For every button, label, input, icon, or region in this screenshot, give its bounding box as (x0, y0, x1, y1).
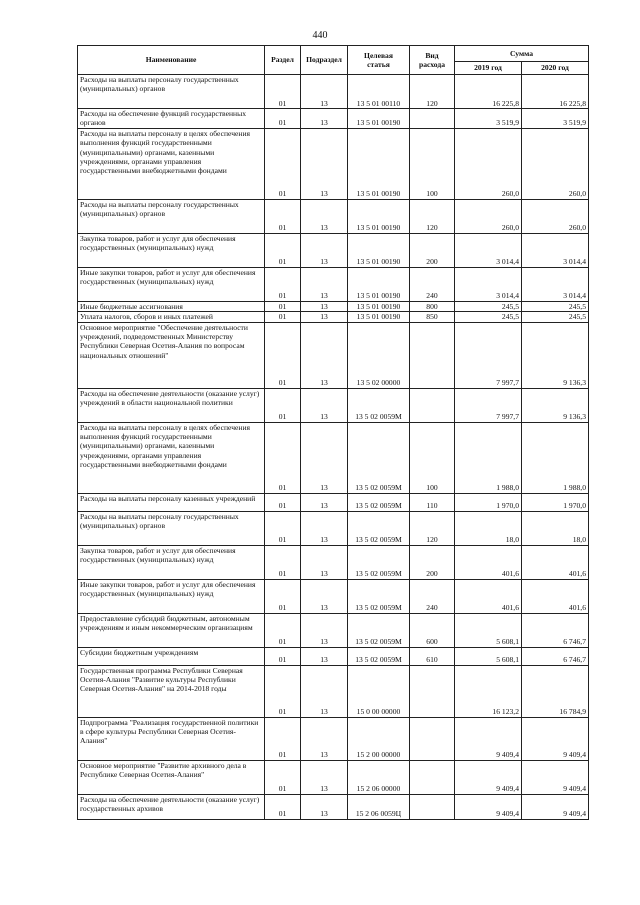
table-row (78, 760, 589, 794)
row-sum-2019: 245,5 (455, 301, 522, 311)
table-body (78, 75, 589, 820)
row-name: Расходы на выплаты персоналу в целях обеспечения выполнения функций государственными (муниципальными) органами, казенными учреждениями, органами управления государственными внебюджетными фондами (78, 128, 265, 199)
table-row (78, 579, 589, 613)
header-razdel: Раздел (265, 46, 301, 75)
row-name: Основное мероприятие "Развитие архивного дела в Республике Северная Осетия-Алания" (78, 760, 265, 794)
row-expense-type (410, 388, 455, 422)
row-sum-2020: 3 519,9 (522, 109, 589, 129)
row-target-article: 13 5 01 00190 (348, 267, 410, 301)
row-name: Расходы на выплаты персоналу государственных (муниципальных) органов (78, 511, 265, 545)
row-target-article: 13 5 02 0059М (348, 579, 410, 613)
row-expense-type: 110 (410, 493, 455, 511)
row-expense-type: 610 (410, 647, 455, 665)
row-podrazdel: 13 (301, 75, 348, 109)
row-sum-2019: 401,6 (455, 579, 522, 613)
table-row (78, 109, 589, 129)
row-sum-2019: 9 409,4 (455, 717, 522, 760)
row-target-article: 15 2 00 00000 (348, 717, 410, 760)
row-sum-2019: 3 014,4 (455, 233, 522, 267)
row-razdel: 01 (265, 794, 301, 819)
row-razdel: 01 (265, 647, 301, 665)
row-sum-2020: 6 746,7 (522, 647, 589, 665)
row-target-article: 13 5 02 0059М (348, 545, 410, 579)
row-sum-2020: 9 409,4 (522, 794, 589, 819)
row-razdel: 01 (265, 75, 301, 109)
row-razdel: 01 (265, 613, 301, 647)
row-sum-2020: 16 225,8 (522, 75, 589, 109)
row-podrazdel: 13 (301, 301, 348, 311)
header-sum: Сумма (455, 46, 589, 62)
row-sum-2019: 401,6 (455, 545, 522, 579)
row-expense-type: 200 (410, 545, 455, 579)
row-target-article: 13 5 01 00190 (348, 128, 410, 199)
table-row (78, 301, 589, 311)
row-name: Субсидии бюджетным учреждениям (78, 647, 265, 665)
header-expense-type (410, 46, 455, 75)
row-target-article: 13 5 02 0059М (348, 647, 410, 665)
table-row (78, 545, 589, 579)
row-podrazdel: 13 (301, 312, 348, 322)
row-podrazdel: 13 (301, 794, 348, 819)
table-row (78, 511, 589, 545)
row-target-article: 13 5 01 00190 (348, 109, 410, 129)
row-target-article: 13 5 01 00190 (348, 233, 410, 267)
row-target-article: 15 2 06 0059Ц (348, 794, 410, 819)
row-razdel: 01 (265, 233, 301, 267)
row-razdel: 01 (265, 493, 301, 511)
row-podrazdel: 13 (301, 199, 348, 233)
row-expense-type: 800 (410, 301, 455, 311)
row-sum-2019: 9 409,4 (455, 760, 522, 794)
row-podrazdel: 13 (301, 665, 348, 717)
row-name: Предоставление субсидий бюджетным, автономным учреждениям и иным некоммерческим организациям (78, 613, 265, 647)
row-podrazdel: 13 (301, 545, 348, 579)
row-target-article: 13 5 01 00190 (348, 199, 410, 233)
row-target-article: 13 5 02 0059М (348, 422, 410, 493)
row-sum-2019: 3 014,4 (455, 267, 522, 301)
row-podrazdel: 13 (301, 322, 348, 388)
header-expense-type-line1: Вид (425, 50, 439, 60)
row-podrazdel: 13 (301, 233, 348, 267)
table-row (78, 312, 589, 322)
row-sum-2020: 9 409,4 (522, 760, 589, 794)
row-sum-2019: 5 608,1 (455, 647, 522, 665)
header-podrazdel: Подраздел (301, 46, 348, 75)
row-expense-type: 120 (410, 75, 455, 109)
header-target-article-line1: Целевая (364, 50, 393, 60)
table-row (78, 199, 589, 233)
row-expense-type: 240 (410, 579, 455, 613)
table-row (78, 233, 589, 267)
row-expense-type: 120 (410, 511, 455, 545)
row-sum-2020: 3 014,4 (522, 267, 589, 301)
row-podrazdel: 13 (301, 647, 348, 665)
row-name: Уплата налогов, сборов и иных платежей (78, 312, 265, 322)
row-target-article: 13 5 02 00000 (348, 322, 410, 388)
header-expense-type-line2: расхода (418, 60, 445, 69)
row-podrazdel: 13 (301, 717, 348, 760)
row-sum-2019: 260,0 (455, 199, 522, 233)
table-row (78, 267, 589, 301)
row-name: Расходы на обеспечение деятельности (оказание услуг) учреждений в области национальной политики (78, 388, 265, 422)
row-sum-2020: 260,0 (522, 128, 589, 199)
row-razdel: 01 (265, 665, 301, 717)
header-target-article (348, 46, 410, 75)
row-sum-2019: 1 988,0 (455, 422, 522, 493)
budget-table (77, 45, 589, 820)
row-name: Закупка товаров, работ и услуг для обеспечения государственных (муниципальных) нужд (78, 233, 265, 267)
row-sum-2020: 16 784,9 (522, 665, 589, 717)
row-sum-2019: 1 970,0 (455, 493, 522, 511)
row-name: Иные закупки товаров, работ и услуг для обеспечения государственных (муниципальных) нужд (78, 267, 265, 301)
row-razdel: 01 (265, 301, 301, 311)
row-name: Государственная программа Республики Северная Осетия-Алания "Развитие культуры Республики Северная Осетия-Алания" на 2014-2018 годы (78, 665, 265, 717)
table-row (78, 322, 589, 388)
header-2020: 2020 год (522, 62, 589, 75)
row-expense-type (410, 794, 455, 819)
row-expense-type: 100 (410, 422, 455, 493)
row-sum-2020: 1 970,0 (522, 493, 589, 511)
row-razdel: 01 (265, 128, 301, 199)
row-podrazdel: 13 (301, 613, 348, 647)
row-podrazdel: 13 (301, 511, 348, 545)
row-sum-2020: 1 988,0 (522, 422, 589, 493)
row-sum-2020: 9 409,4 (522, 717, 589, 760)
table-row (78, 717, 589, 760)
row-expense-type: 240 (410, 267, 455, 301)
row-razdel: 01 (265, 388, 301, 422)
row-razdel: 01 (265, 717, 301, 760)
row-expense-type: 850 (410, 312, 455, 322)
row-sum-2019: 3 519,9 (455, 109, 522, 129)
row-name: Расходы на выплаты персоналу государственных (муниципальных) органов (78, 75, 265, 109)
row-podrazdel: 13 (301, 422, 348, 493)
row-sum-2020: 401,6 (522, 545, 589, 579)
row-target-article: 13 5 02 0059М (348, 388, 410, 422)
row-sum-2020: 9 136,3 (522, 388, 589, 422)
row-name: Расходы на обеспечение деятельности (оказание услуг) государственных архивов (78, 794, 265, 819)
row-sum-2020: 3 014,4 (522, 233, 589, 267)
row-name: Иные бюджетные ассигнования (78, 301, 265, 311)
row-podrazdel: 13 (301, 267, 348, 301)
row-sum-2020: 401,6 (522, 579, 589, 613)
row-razdel: 01 (265, 312, 301, 322)
row-podrazdel: 13 (301, 388, 348, 422)
row-podrazdel: 13 (301, 760, 348, 794)
row-podrazdel: 13 (301, 128, 348, 199)
row-target-article: 13 5 02 0059М (348, 511, 410, 545)
table-row (78, 128, 589, 199)
row-razdel: 01 (265, 422, 301, 493)
table-row (78, 665, 589, 717)
row-expense-type (410, 322, 455, 388)
page-number: 440 (312, 30, 328, 41)
row-name: Расходы на выплаты персоналу государственных (муниципальных) органов (78, 199, 265, 233)
row-target-article: 13 5 02 0059М (348, 493, 410, 511)
table-row (78, 647, 589, 665)
table-row (78, 794, 589, 819)
row-sum-2020: 245,5 (522, 312, 589, 322)
row-target-article: 13 5 01 00190 (348, 301, 410, 311)
row-expense-type (410, 760, 455, 794)
table-row (78, 388, 589, 422)
table-row (78, 493, 589, 511)
table-row (78, 613, 589, 647)
header-2019: 2019 год (455, 62, 522, 75)
row-expense-type (410, 109, 455, 129)
row-target-article: 13 5 01 00190 (348, 312, 410, 322)
row-sum-2020: 18,0 (522, 511, 589, 545)
row-sum-2019: 7 997,7 (455, 388, 522, 422)
row-sum-2019: 9 409,4 (455, 794, 522, 819)
row-name: Подпрограмма "Реализация государственной политики в сфере культуры Республики Северная Осетия-Алания" (78, 717, 265, 760)
row-podrazdel: 13 (301, 109, 348, 129)
row-sum-2019: 5 608,1 (455, 613, 522, 647)
row-sum-2019: 7 997,7 (455, 322, 522, 388)
row-razdel: 01 (265, 322, 301, 388)
row-sum-2019: 16 123,2 (455, 665, 522, 717)
row-expense-type: 100 (410, 128, 455, 199)
table-row (78, 75, 589, 109)
row-expense-type: 120 (410, 199, 455, 233)
row-target-article: 15 2 06 00000 (348, 760, 410, 794)
row-name: Закупка товаров, работ и услуг для обеспечения государственных (муниципальных) нужд (78, 545, 265, 579)
row-razdel: 01 (265, 579, 301, 613)
row-expense-type (410, 717, 455, 760)
row-sum-2019: 245,5 (455, 312, 522, 322)
row-sum-2020: 9 136,3 (522, 322, 589, 388)
row-expense-type: 600 (410, 613, 455, 647)
row-sum-2020: 6 746,7 (522, 613, 589, 647)
row-razdel: 01 (265, 267, 301, 301)
row-razdel: 01 (265, 511, 301, 545)
row-name: Расходы на выплаты персоналу казенных учреждений (78, 493, 265, 511)
row-name: Расходы на выплаты персоналу в целях обеспечения выполнения функций государственными (муниципальными) органами, казенными учреждениями, органами управления государственными внебюджетными фондами (78, 422, 265, 493)
row-name: Расходы на обеспечение функций государственных органов (78, 109, 265, 129)
row-expense-type (410, 665, 455, 717)
row-sum-2019: 16 225,8 (455, 75, 522, 109)
row-sum-2019: 18,0 (455, 511, 522, 545)
row-target-article: 13 5 01 00110 (348, 75, 410, 109)
row-razdel: 01 (265, 545, 301, 579)
row-podrazdel: 13 (301, 579, 348, 613)
row-name: Основное мероприятие "Обеспечение деятельности учреждений, подведомственных Министерству Республики Северная Осетия-Алания по вопросам национальных отношений" (78, 322, 265, 388)
header-target-article-line2: статья (367, 60, 390, 69)
row-razdel: 01 (265, 199, 301, 233)
row-sum-2020: 260,0 (522, 199, 589, 233)
row-expense-type: 200 (410, 233, 455, 267)
row-target-article: 13 5 02 0059М (348, 613, 410, 647)
row-razdel: 01 (265, 109, 301, 129)
row-name: Иные закупки товаров, работ и услуг для обеспечения государственных (муниципальных) нужд (78, 579, 265, 613)
row-sum-2019: 260,0 (455, 128, 522, 199)
row-sum-2020: 245,5 (522, 301, 589, 311)
row-target-article: 15 0 00 00000 (348, 665, 410, 717)
table-row (78, 422, 589, 493)
row-razdel: 01 (265, 760, 301, 794)
header-name: Наименование (78, 46, 265, 75)
row-podrazdel: 13 (301, 493, 348, 511)
